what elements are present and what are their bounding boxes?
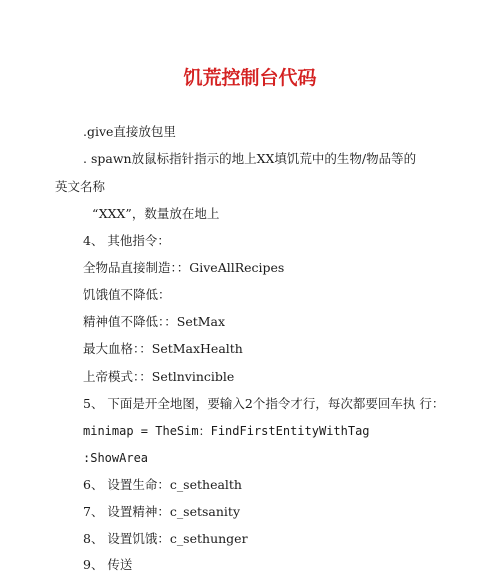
doc-line-show-area: :ShowArea <box>83 451 149 465</box>
doc-line-give-all-recipes: 全物品直接制造：：GiveAllRecipes <box>83 260 285 275</box>
doc-line-english-name: 英文名称 <box>55 179 106 194</box>
doc-line-set-hunger: 8、 设置饥饿：c_sethunger <box>83 531 248 546</box>
doc-line-spawn: . spawn放鼠标指针指示的地上XX填饥荒中的生物/物品等的 <box>83 151 417 166</box>
page-title: 饥荒控制台代码 <box>183 67 317 89</box>
doc-line-hunger: 饥饿值不降低： <box>83 287 171 302</box>
doc-line-minimap-command: minimap = TheSim：FindFirstEntityWithTag <box>83 424 370 438</box>
doc-line-max-health: 最大血格：：SetMaxHealth <box>83 341 243 356</box>
doc-line-set-health: 6、 设置生命：c_sethealth <box>83 477 242 492</box>
doc-line-other-commands: 4、 其他指令： <box>83 233 170 248</box>
doc-line-sanity: 精神值不降低：：SetMax <box>83 314 226 329</box>
doc-line-map-intro: 5、 下面是开全地图，要输入2个指令才行，每次都要回车执 行： <box>83 396 445 411</box>
doc-line-quantity: “XXX”，数量放在地上 <box>92 206 220 221</box>
doc-line-teleport: 9、 传送 <box>83 557 133 572</box>
doc-line-give: .give直接放包里 <box>83 124 176 139</box>
doc-line-god-mode: 上帝模式：：Setlnvincible <box>83 369 235 384</box>
doc-line-set-sanity: 7、 设置精神：c_setsanity <box>83 504 241 519</box>
